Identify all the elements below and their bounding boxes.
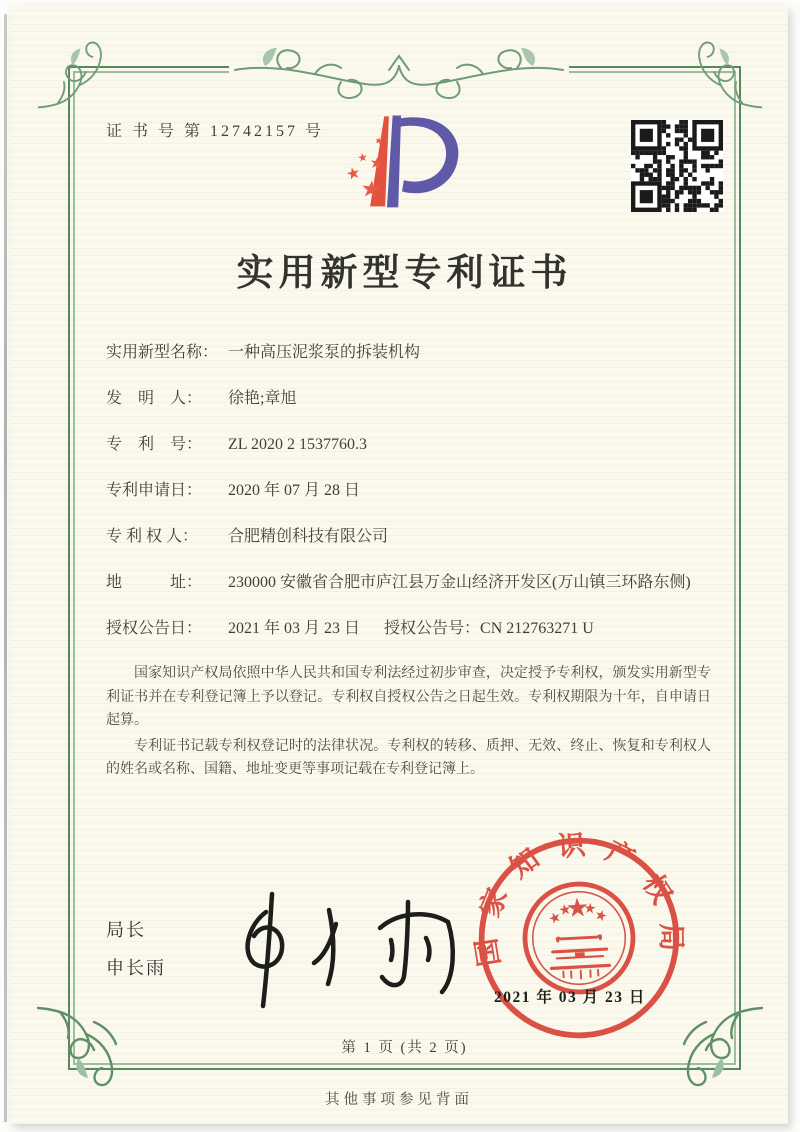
director-title: 局长 <box>106 920 146 940</box>
back-side-note: 其他事项参见背面 <box>325 1092 473 1108</box>
corner-flourish-top-right <box>684 30 768 114</box>
national-emblem <box>522 881 635 994</box>
field-value: ZL 2020 2 1537760.3 <box>228 436 367 453</box>
field-label: 实用新型名称： <box>106 344 219 361</box>
seal-date: 2021 年 03 月 23 日 <box>494 989 646 1006</box>
field-label: 授权公告号： <box>384 620 481 637</box>
corner-flourish-top-left <box>32 30 116 114</box>
scan-edge-shadow <box>4 14 7 1122</box>
field-label: 发 明 人： <box>106 390 203 407</box>
top-center-dragon-flourish <box>229 36 569 100</box>
certificate-paper <box>10 6 788 1124</box>
certificate-number: 证 书 号 第 12742157 号 <box>106 123 325 140</box>
field-value: 徐艳;章旭 <box>228 390 297 407</box>
page-number: 第 1 页 (共 2 页) <box>341 1040 468 1056</box>
corner-flourish-bottom-left <box>30 1000 130 1100</box>
legal-paragraph-1: 国家知识产权局依照中华人民共和国专利法经过初步审查，决定授予专利权，颁发实用新型专利证书并在专利登记簿上予以登记。专利权自授权公告之日起生效。专利权期限为十年，自申请日起算。 <box>106 666 711 728</box>
field-label: 地 址： <box>106 574 203 591</box>
corner-flourish-bottom-right <box>670 1000 770 1100</box>
field-label: 专利申请日： <box>106 482 203 499</box>
field-label: 专 利 号： <box>106 436 203 453</box>
field-address <box>106 570 711 595</box>
field-label: 专 利 权 人： <box>106 528 199 545</box>
field-label: 授权公告日： <box>106 620 203 637</box>
field-patentee <box>106 524 711 549</box>
certificate-body <box>106 340 711 784</box>
qr-code <box>631 120 723 217</box>
legal-paragraph-2: 专利证书记载专利权登记时的法律状况。专利权的转移、质押、无效、终止、恢复和专利权人的姓名或名称、国籍、地址变更等事项记载在专利登记簿上。 <box>106 738 711 777</box>
field-grant-row <box>106 616 711 641</box>
field-value: 230000 安徽省合肥市庐江县万金山经济开发区(万山镇三环路东侧) <box>228 574 691 591</box>
cnipa-logo-icon <box>327 108 477 226</box>
certificate-title: 实用新型专利证书 <box>236 253 573 294</box>
certificate-border-frame <box>68 66 741 1070</box>
seal-ring-text: 国家知识产权局 <box>471 830 686 969</box>
director-signature-icon <box>210 886 510 1016</box>
director-name: 申长雨 <box>106 958 166 978</box>
field-value: 2020 年 07 月 28 日 <box>228 482 361 499</box>
field-value: CN 212763271 U <box>480 620 594 637</box>
field-grant-number <box>384 616 594 641</box>
field-value: 一种高压泥浆泵的拆装机构 <box>228 344 421 361</box>
cnipa-seal-icon <box>468 827 691 1050</box>
field-filing-date <box>106 478 711 503</box>
field-value: 2021 年 03 月 23 日 <box>228 620 361 637</box>
svg-text:国家知识产权局 <box>468 827 688 969</box>
legal-paragraphs <box>106 662 711 782</box>
field-patent-number <box>106 432 711 457</box>
field-value: 合肥精创科技有限公司 <box>228 528 389 545</box>
field-inventor <box>106 386 711 411</box>
field-utility-model-name <box>106 340 711 365</box>
